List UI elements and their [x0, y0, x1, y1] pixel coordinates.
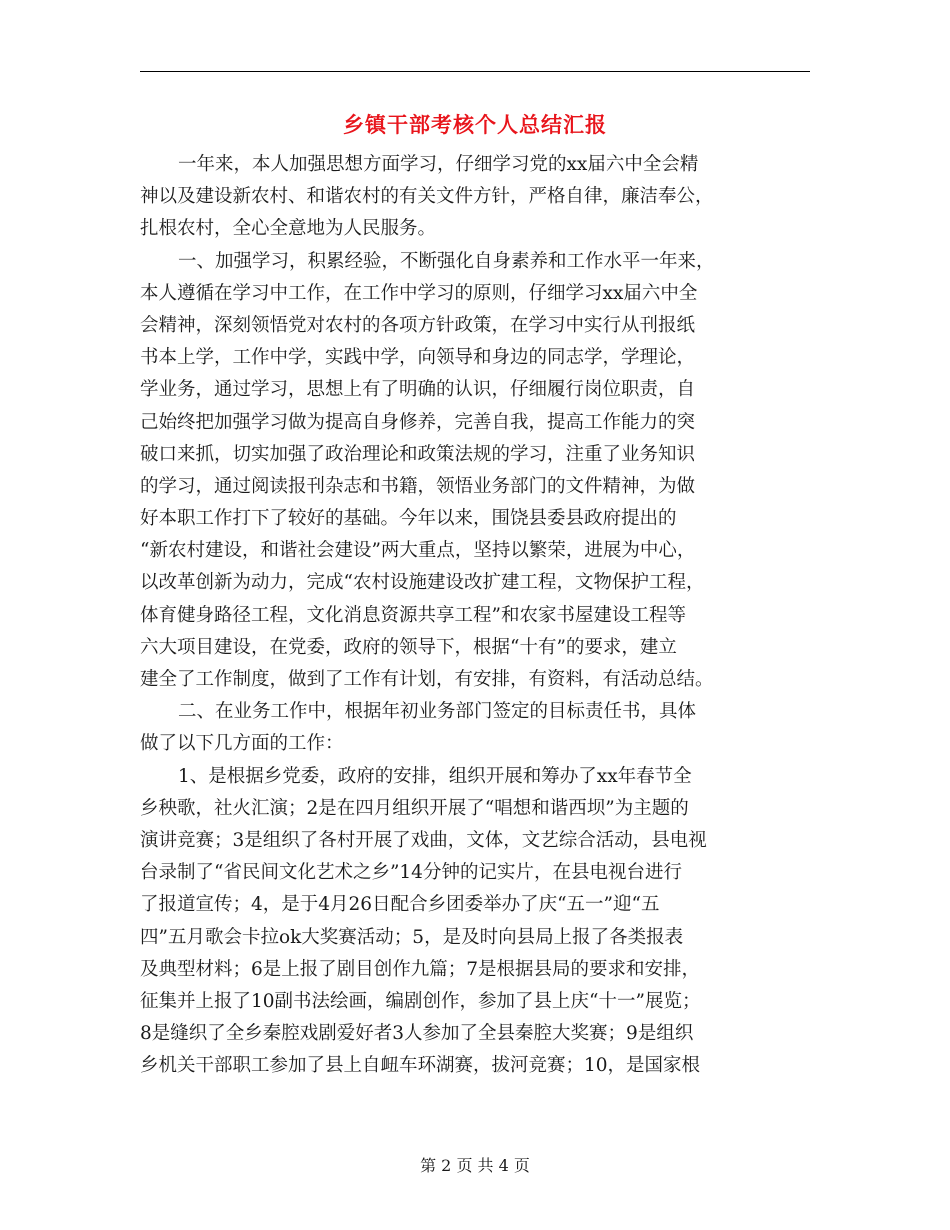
- text-line: 学业务，通过学习，思想上有了明确的认识，仔细履行岗位职责，自: [140, 379, 696, 401]
- text-line: 扎根农村，全心全意地为人民服务。: [140, 218, 437, 240]
- paragraph-work-intro: [140, 696, 810, 760]
- text-line: 征集并上报了10副书法绘画，编剧创作，参加了县上庆“十一”展览；: [140, 990, 701, 1012]
- text-line: 1、是根据乡党委，政府的安排，组织开展和筹办了xx年春节全: [178, 765, 692, 787]
- text-line: 了报道宣传；4，是于4月26日配合乡团委举办了庆“五一”迎“五: [140, 894, 660, 916]
- paragraph-work-list: [140, 761, 810, 1083]
- text-line: 乡机关干部职工参加了县上自衄车环湖赛，拔河竞赛；10，是国家根: [140, 1055, 701, 1077]
- text-line: 台录制了“省民间文化艺术之乡”14分钟的记实片，在县电视台进行: [140, 862, 682, 884]
- text-line: 神以及建设新农村、和谐农村的有关文件方针，严格自律，廉洁奉公，: [140, 186, 714, 208]
- text-line: 六大项目建设，在党委，政府的领导下，根据“十有”的要求，建立: [140, 636, 677, 658]
- text-line: 8是缝织了全乡秦腔戏剧爱好者3人参加了全县秦腔大奖赛；9是组织: [140, 1023, 694, 1045]
- text-line: 己始终把加强学习做为提高自身修养，完善自我，提高工作能力的突: [140, 411, 696, 433]
- text-line: 会精神，深刻领悟党对农村的各项方针政策，在学习中实行从刊报纸: [140, 314, 696, 336]
- header-rule: [140, 71, 810, 72]
- document-body: [140, 149, 810, 1082]
- text-line: 做了以下几方面的工作：: [140, 733, 344, 755]
- text-line: 书本上学，工作中学，实践中学，向领导和身边的同志学，学理论，: [140, 347, 696, 369]
- text-line: 演讲竞赛；3是组织了各村开展了戏曲，文体，文艺综合活动，县电视: [140, 829, 707, 851]
- paragraph-intro: [140, 149, 810, 246]
- text-line: 破口来抓，切实加强了政治理论和政策法规的学习，注重了业务知识: [140, 443, 696, 465]
- text-line: 及典型材料；6是上报了剧目创作九篇；7是根据县局的要求和安排，: [140, 958, 701, 980]
- text-line: 一、加强学习，积累经验，不断强化自身素养和工作水平一年来，: [178, 250, 715, 272]
- text-line: 的学习，通过阅读报刊杂志和书籍，领悟业务部门的文件精神，为做: [140, 475, 696, 497]
- document-title: 乡镇干部考核个人总结汇报: [343, 112, 607, 137]
- text-line: 以改革创新为动力，完成“农村设施建设改扩建工程，文物保护工程，: [140, 572, 705, 594]
- text-line: 体育健身路径工程，文化消息资源共享工程”和农家书屋建设工程等: [140, 604, 686, 626]
- text-line: 建全了工作制度，做到了工作有计划，有安排，有资料，有活动总结。: [140, 669, 714, 690]
- text-line: “新农村建设，和谐社会建设”两大重点，坚持以繁荣，进展为中心，: [140, 540, 696, 562]
- text-line: 四”五月歌会卡拉ok大奖赛活动；5，是及时向县局上报了各类报表: [140, 926, 684, 948]
- page-number: 第 2 页 共 4 页: [420, 1156, 530, 1175]
- paragraph-study: [140, 246, 810, 697]
- text-line: 乡秧歌，社火汇演；2是在四月组织开展了“唱想和谐西坝”为主题的: [140, 797, 689, 819]
- text-line: 一年来，本人加强思想方面学习，仔细学习党的xx届六中全会精: [178, 154, 699, 175]
- text-line: 二、在业务工作中，根据年初业务部门签定的目标责任书，具体: [178, 701, 697, 723]
- text-line: 本人遵循在学习中工作，在工作中学习的原则，仔细学习xx届六中全: [140, 282, 698, 304]
- text-line: 好本职工作打下了较好的基础。今年以来，围饶县委县政府提出的: [140, 508, 677, 530]
